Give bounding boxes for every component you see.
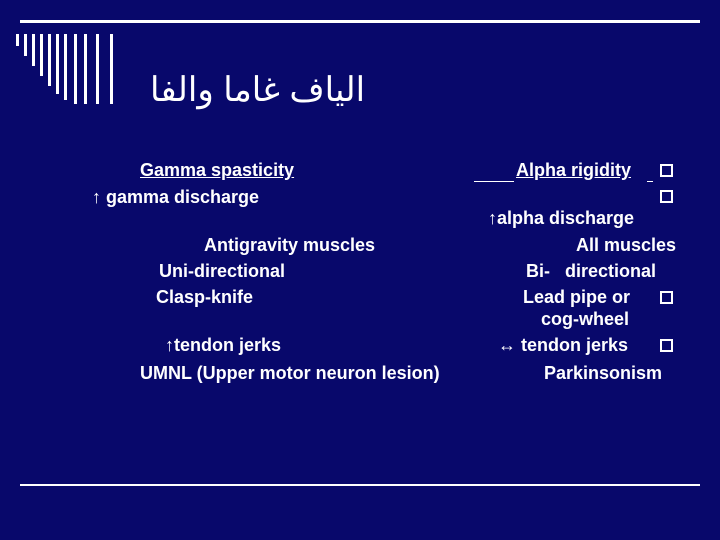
gamma-tone: Clasp-knife: [156, 287, 254, 307]
alpha-heading: Alpha rigidity: [516, 160, 632, 180]
alpha-tone-line2: cog-wheel: [541, 309, 630, 329]
deco-bar: [24, 34, 27, 56]
gamma-direction: Uni-directional: [159, 261, 286, 281]
gamma-muscles: Antigravity muscles: [204, 235, 376, 255]
gamma-heading: Gamma spasticity: [140, 160, 295, 180]
slide-title: الياف غاما والفا: [150, 71, 366, 109]
heading-underline-pad: [647, 181, 653, 182]
alpha-muscles: All muscles: [575, 235, 676, 255]
gamma-discharge: ↑ gamma discharge: [92, 187, 260, 207]
top-rule: [20, 20, 700, 23]
hollow-square-bullet-icon: [660, 339, 673, 352]
gamma-reflex: ↑tendon jerks: [165, 335, 282, 355]
deco-bar: [74, 34, 77, 104]
deco-bar: [48, 34, 51, 86]
alpha-cause: Parkinsonism: [544, 363, 663, 383]
hollow-square-bullet-icon: [660, 190, 673, 203]
gamma-cause: UMNL (Upper motor neuron lesion): [140, 363, 440, 383]
bottom-rule: [20, 484, 700, 486]
heading-underline-pad: [474, 181, 514, 182]
alpha-direction: Bi- directional: [526, 261, 657, 281]
deco-bar: [64, 34, 67, 100]
hollow-square-bullet-icon: [660, 291, 673, 304]
deco-bar: [32, 34, 35, 66]
deco-bar: [96, 34, 99, 104]
deco-bar: [110, 34, 113, 104]
alpha-discharge: ↑alpha discharge: [488, 208, 635, 228]
deco-bar: [16, 34, 19, 46]
deco-bar: [56, 34, 59, 94]
alpha-reflex: ↔ tendon jerks: [498, 335, 629, 355]
decorative-bars: [16, 34, 126, 104]
deco-bar: [84, 34, 87, 104]
hollow-square-bullet-icon: [660, 164, 673, 177]
alpha-tone-line1: Lead pipe or: [523, 287, 631, 307]
deco-bar: [40, 34, 43, 76]
